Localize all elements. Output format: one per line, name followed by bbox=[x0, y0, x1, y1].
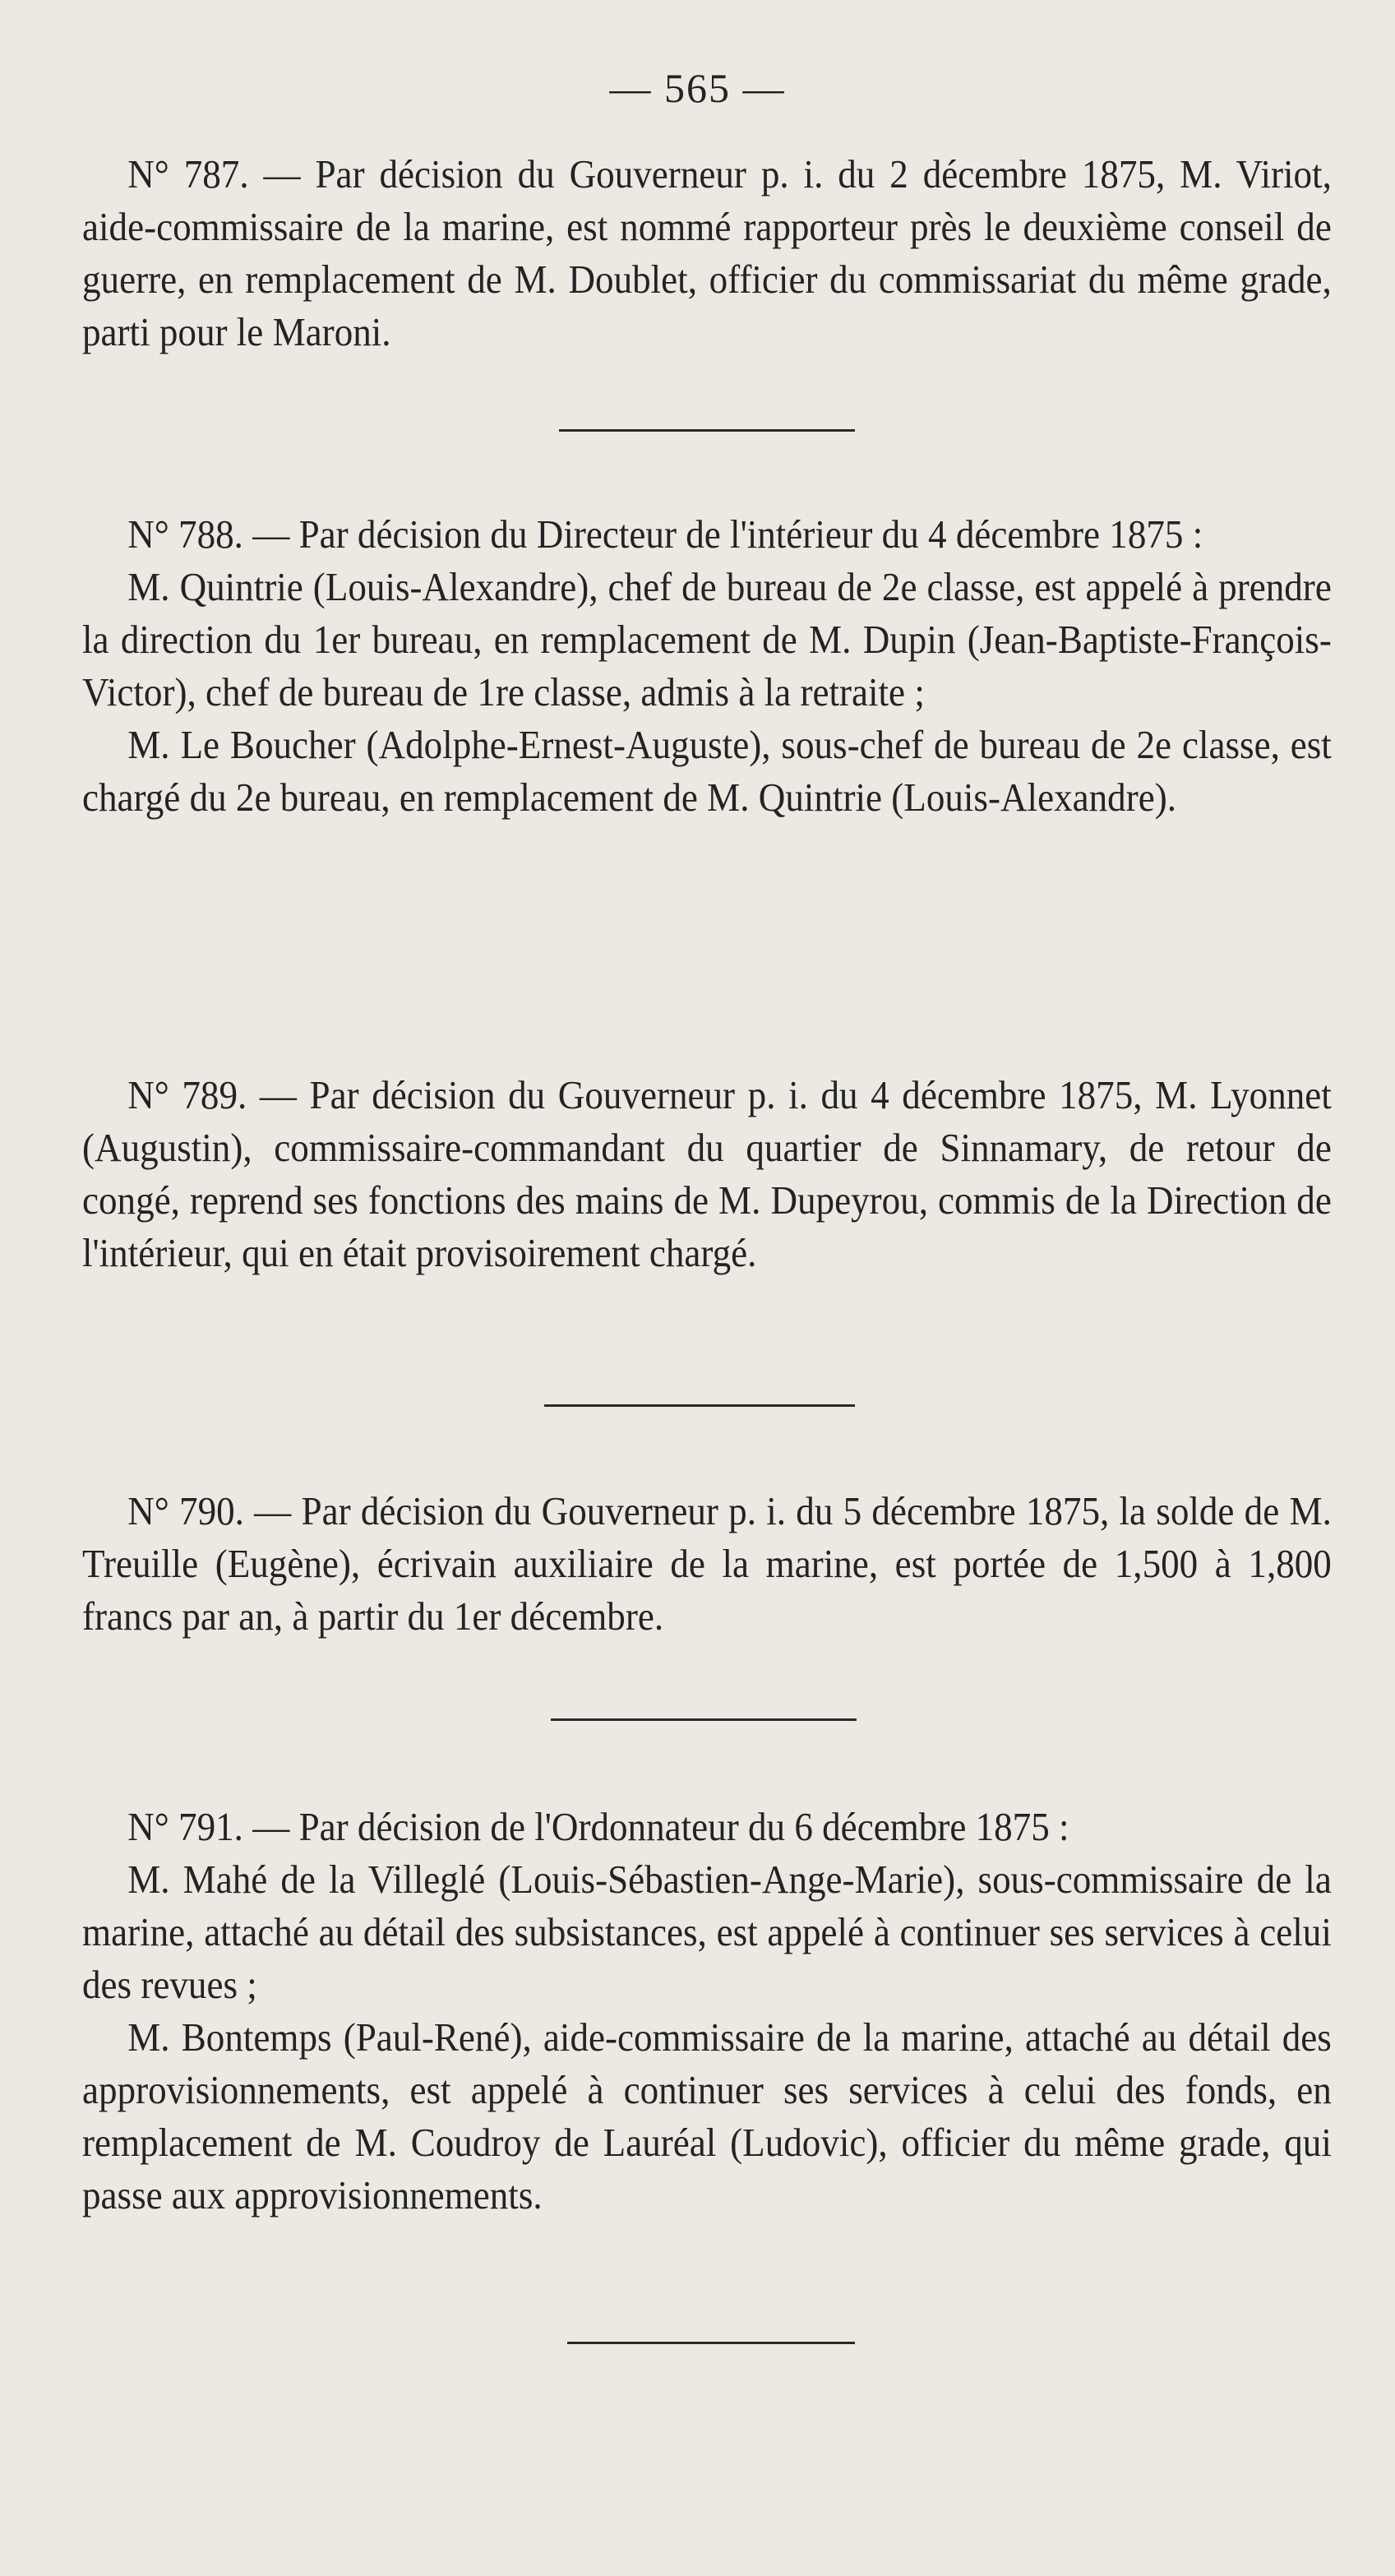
separator-rule bbox=[544, 1404, 855, 1407]
entry-787 bbox=[82, 148, 1332, 358]
separator-rule bbox=[567, 2342, 855, 2344]
separator-rule bbox=[551, 1718, 857, 1721]
entry-787-paragraph-1: N° 787. — Par décision du Gouverneur p. i. du 2 décembre 1875, M. Viriot, aide-commissaire de la marine, est nommé rapporteur près le deuxième conseil de guerre, en remplacement de M. Doublet, officier du commissariat du même grade, parti pour le Maroni. bbox=[82, 151, 1332, 354]
entry-789 bbox=[82, 1069, 1332, 1279]
entry-788-paragraph-3: M. Le Boucher (Adolphe-Ernest-Auguste), sous-chef de bureau de 2e classe, est chargé du 2e bureau, en remplacement de M. Quintrie (Louis-Alexandre). bbox=[82, 722, 1332, 820]
entry-790-paragraph-1: N° 790. — Par décision du Gouverneur p. i. du 5 décembre 1875, la solde de M. Treuille (Eugène), écrivain auxiliaire de la marine, est portée de 1,500 à 1,800 francs par an, à partir du 1er décembre. bbox=[82, 1488, 1332, 1639]
entry-788 bbox=[82, 508, 1332, 824]
entry-789-paragraph-1: N° 789. — Par décision du Gouverneur p. i. du 4 décembre 1875, M. Lyonnet (Augustin), commissaire-commandant du quartier de Sinnamary, de retour de congé, reprend ses fonctions des mains de M. Dupeyrou, commis de la Direction de l'intérieur, qui en était provisoirement chargé. bbox=[82, 1072, 1332, 1275]
entry-791-paragraph-3: M. Bontemps (Paul-René), aide-commissaire de la marine, attaché au détail des approvisionnements, est appelé à continuer ses services à celui des fonds, en remplacement de M. Coudroy de Lauréal (Ludovic), officier du même grade, qui passe aux approvisionnements. bbox=[82, 2014, 1332, 2218]
entry-791-paragraph-2: M. Mahé de la Villeglé (Louis-Sébastien-Ange-Marie), sous-commissaire de la marine, attaché au détail des subsistances, est appelé à continuer ses services à celui des revues ; bbox=[82, 1857, 1332, 2007]
page-number: — 565 — bbox=[609, 65, 786, 111]
entry-788-paragraph-1: N° 788. — Par décision du Directeur de l'intérieur du 4 décembre 1875 : bbox=[127, 511, 1203, 557]
entry-788-paragraph-2: M. Quintrie (Louis-Alexandre), chef de bureau de 2e classe, est appelé à prendre la direction du 1er bureau, en remplacement de M. Dupin (Jean-Baptiste-François-Victor), chef de bureau de 1re classe, admis à la retraite ; bbox=[82, 564, 1332, 715]
entry-790 bbox=[82, 1485, 1332, 1643]
separator-rule bbox=[559, 429, 855, 432]
entry-791-paragraph-1: N° 791. — Par décision de l'Ordonnateur du 6 décembre 1875 : bbox=[127, 1804, 1069, 1849]
entry-791 bbox=[82, 1801, 1332, 2222]
